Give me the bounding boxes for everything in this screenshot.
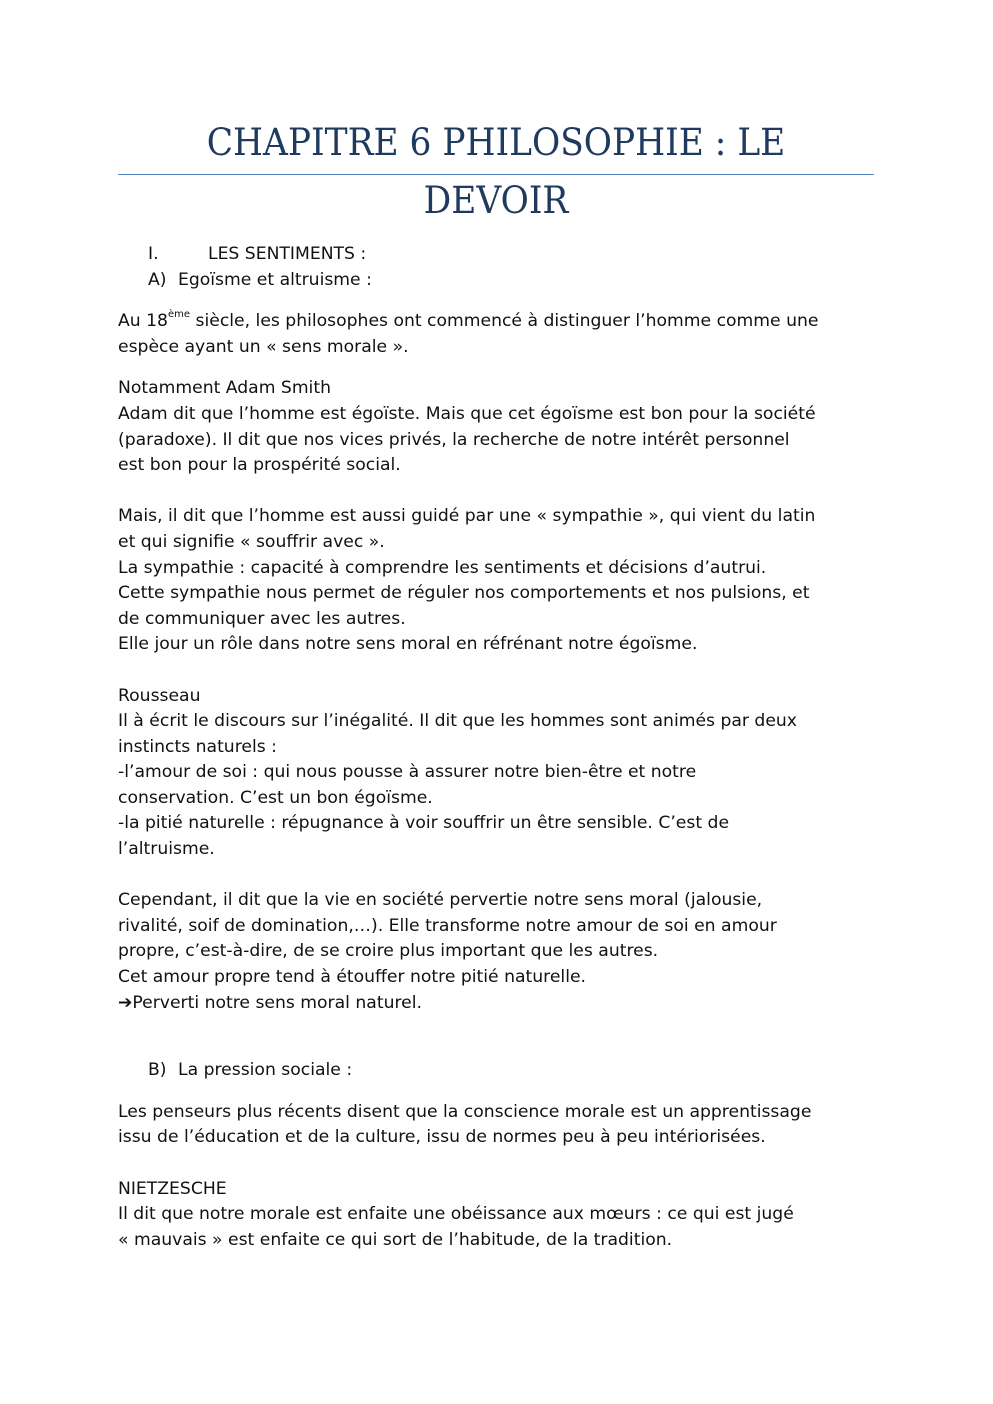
- author-heading-rousseau: Rousseau: [118, 685, 201, 706]
- paragraph-line: Il dit que notre morale est enfaite une obéissance aux mœurs : ce qui est jugé: [118, 1204, 794, 1225]
- subsection-number: A): [148, 269, 167, 290]
- paragraph-line: -l’amour de soi : qui nous pousse à assurer notre bien-être et notre: [118, 762, 697, 783]
- subsection-label: Egoïsme et altruisme :: [178, 269, 372, 290]
- paragraph-line: propre, c’est-à-dire, de se croire plus important que les autres.: [118, 941, 659, 962]
- paragraph-line: Il à écrit le discours sur l’inégalité. Il dit que les hommes sont animés par deux: [118, 711, 797, 732]
- paragraph-line: Adam dit que l’homme est égoïste. Mais que cet égoïsme est bon pour la société: [118, 403, 816, 424]
- paragraph-line: Cependant, il dit que la vie en société pervertie notre sens moral (jalousie,: [118, 890, 763, 911]
- section-label: LES SENTIMENTS :: [208, 244, 367, 264]
- paragraph-line: est bon pour la prospérité social.: [118, 455, 401, 476]
- paragraph-line: Mais, il dit que l’homme est aussi guidé par une « sympathie », qui vient du latin: [118, 506, 816, 527]
- paragraph-line: « mauvais » est enfaite ce qui sort de l’habitude, de la tradition.: [118, 1229, 673, 1250]
- paragraph-line: -la pitié naturelle : répugnance à voir souffrir un être sensible. C’est de: [118, 813, 730, 834]
- paragraph-line: issu de l’éducation et de la culture, issu de normes peu à peu intériorisées.: [118, 1127, 766, 1148]
- paragraph-line: Cette sympathie nous permet de réguler nos comportements et nos pulsions, et: [118, 583, 810, 604]
- arrow-conclusion: [118, 991, 874, 1017]
- text-fragment: Au 18: [118, 311, 168, 332]
- paragraph-line: La sympathie : capacité à comprendre les sentiments et décisions d’autrui.: [118, 557, 767, 578]
- paragraph-line: de communiquer avec les autres.: [118, 608, 406, 629]
- paragraph-line: espèce ayant un « sens morale ».: [118, 336, 409, 357]
- title-underline: [118, 174, 874, 175]
- paragraph-line: Les penseurs plus récents disent que la conscience morale est un apprentissage: [118, 1101, 812, 1122]
- arrow-right-icon: ➔: [118, 992, 133, 1013]
- paragraph-line: Cet amour propre tend à étouffer notre pitié naturelle.: [118, 967, 587, 988]
- subsection-heading-a: [118, 268, 874, 294]
- author-heading-nietzsche: NIETZESCHE: [118, 1178, 227, 1199]
- paragraph-line: instincts naturels :: [118, 736, 277, 757]
- paragraph-line: (paradoxe). Il dit que nos vices privés, la recherche de notre intérêt personnel: [118, 429, 790, 450]
- document-body: [118, 242, 874, 1253]
- paragraph-line: Elle jour un rôle dans notre sens moral en réfrénant notre égoïsme.: [118, 634, 698, 655]
- page-title: CHAPITRE 6 PHILOSOPHIE : LE DEVOIR: [206, 121, 786, 222]
- author-heading-smith: Notamment Adam Smith: [118, 378, 331, 399]
- section-number: I.: [148, 244, 159, 264]
- subsection-number: B): [148, 1060, 167, 1081]
- paragraph-line: conservation. C’est un bon égoïsme.: [118, 787, 433, 808]
- section-heading-1: [118, 242, 874, 268]
- text-fragment: siècle, les philosophes ont commencé à distinguer l’homme comme une: [190, 311, 819, 332]
- paragraph-line: l’altruisme.: [118, 839, 215, 860]
- paragraph-line: et qui signifie « souffrir avec ».: [118, 531, 385, 552]
- subsection-heading-b: [118, 1058, 874, 1084]
- paragraph-line: [118, 309, 874, 335]
- text-fragment: Perverti notre sens moral naturel.: [132, 992, 422, 1013]
- paragraph-line: rivalité, soif de domination,…). Elle transforme notre amour de soi en amour: [118, 915, 777, 936]
- superscript: ème: [168, 309, 191, 321]
- subsection-label: La pression sociale :: [178, 1060, 353, 1081]
